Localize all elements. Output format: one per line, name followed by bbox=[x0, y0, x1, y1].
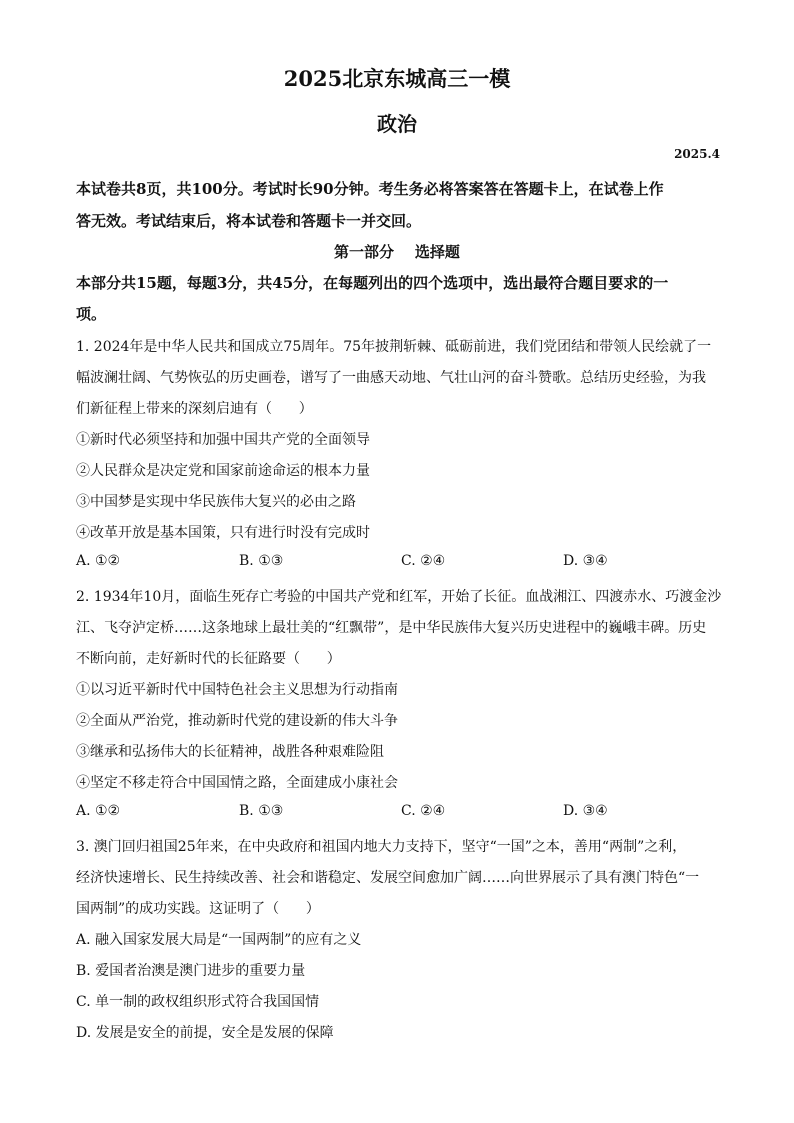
question-2-statement-1: ①以习近平新时代中国特色社会主义思想为行动指南 bbox=[76, 682, 398, 698]
section-desc-line-1: 本部分共15题，每题3分，共45分，在每题列出的四个选项中，选出最符合题目要求的一 bbox=[76, 274, 669, 292]
question-2-stem-line-1: 2. 1934年10月，面临生死存亡考验的中国共产党和红军，开始了长征。血战湘江、四渡赤水、巧渡金沙 bbox=[76, 589, 722, 605]
section-title: 第一部分 选择题 bbox=[334, 243, 460, 261]
section-desc-line-2: 项。 bbox=[76, 305, 107, 323]
exam-subject: 政治 bbox=[377, 112, 417, 136]
question-1-option-c: C. ②④ bbox=[401, 553, 446, 569]
question-3-stem-line-2: 经济快速增长、民生持续改善、社会和谐稳定、发展空间愈加广阔……向世界展示了具有澳门特色“一 bbox=[76, 870, 700, 886]
question-3-stem-line-1: 3. 澳门回归祖国25年来，在中央政府和祖国内地大力支持下，坚守“一国”之本，善用“两制”之利， bbox=[76, 839, 687, 855]
question-1-statement-2: ②人民群众是决定党和国家前途命运的根本力量 bbox=[76, 463, 370, 479]
question-2-statement-2: ②全面从严治党，推动新时代党的建设新的伟大斗争 bbox=[76, 713, 398, 729]
question-1-option-a: A. ①② bbox=[76, 553, 121, 569]
question-1-stem-line-1: 1. 2024年是中华人民共和国成立75周年。75年披荆斩棘、砥砺前进，我们党团结和带领人民绘就了一 bbox=[76, 339, 712, 355]
question-1-statement-4: ④改革开放是基本国策，只有进行时没有完成时 bbox=[76, 525, 370, 541]
question-2-statement-3: ③继承和弘扬伟大的长征精神，战胜各种艰难险阻 bbox=[76, 744, 384, 760]
question-1-option-d: D. ③④ bbox=[563, 553, 608, 569]
exam-title: 2025北京东城高三一模 bbox=[283, 66, 511, 91]
question-2-stem-line-3: 不断向前，走好新时代的长征路要（ ） bbox=[76, 651, 341, 667]
question-1-option-b: B. ①③ bbox=[239, 553, 284, 569]
question-2-option-d: D. ③④ bbox=[563, 803, 608, 819]
question-1-statement-1: ①新时代必须坚持和加强中国共产党的全面领导 bbox=[76, 432, 370, 448]
question-2-statement-4: ④坚定不移走符合中国国情之路，全面建成小康社会 bbox=[76, 775, 398, 791]
question-3-option-a: A. 融入国家发展大局是“一国两制”的应有之义 bbox=[76, 932, 362, 948]
question-1-stem-line-2: 幅波澜壮阔、气势恢弘的历史画卷，谱写了一曲感天动地、气壮山河的奋斗赞歌。总结历史经验，为我 bbox=[76, 370, 706, 386]
instructions-line-2: 答无效。考试结束后，将本试卷和答题卡一并交回。 bbox=[76, 212, 422, 230]
question-1-stem-line-3: 们新征程上带来的深刻启迪有（ ） bbox=[76, 401, 313, 417]
question-1-statement-3: ③中国梦是实现中华民族伟大复兴的必由之路 bbox=[76, 494, 356, 510]
question-3-option-b: B. 爱国者治澳是澳门进步的重要力量 bbox=[76, 963, 306, 979]
question-3-stem-line-3: 国两制”的成功实践。这证明了（ ） bbox=[76, 901, 320, 917]
question-3-option-c: C. 单一制的政权组织形式符合我国国情 bbox=[76, 994, 320, 1010]
exam-date: 2025.4 bbox=[674, 147, 720, 161]
question-2-option-a: A. ①② bbox=[76, 803, 121, 819]
question-2-stem-line-2: 江、飞夺泸定桥……这条地球上最壮美的“红飘带”，是中华民族伟大复兴历史进程中的巍峨丰碑。历史 bbox=[76, 620, 707, 636]
question-2-option-c: C. ②④ bbox=[401, 803, 446, 819]
question-2-option-b: B. ①③ bbox=[239, 803, 284, 819]
question-3-option-d: D. 发展是安全的前提，安全是发展的保障 bbox=[76, 1025, 334, 1041]
instructions-line-1: 本试卷共8页，共100分。考试时长90分钟。考生务必将答案答在答题卡上，在试卷上作 bbox=[76, 180, 664, 198]
